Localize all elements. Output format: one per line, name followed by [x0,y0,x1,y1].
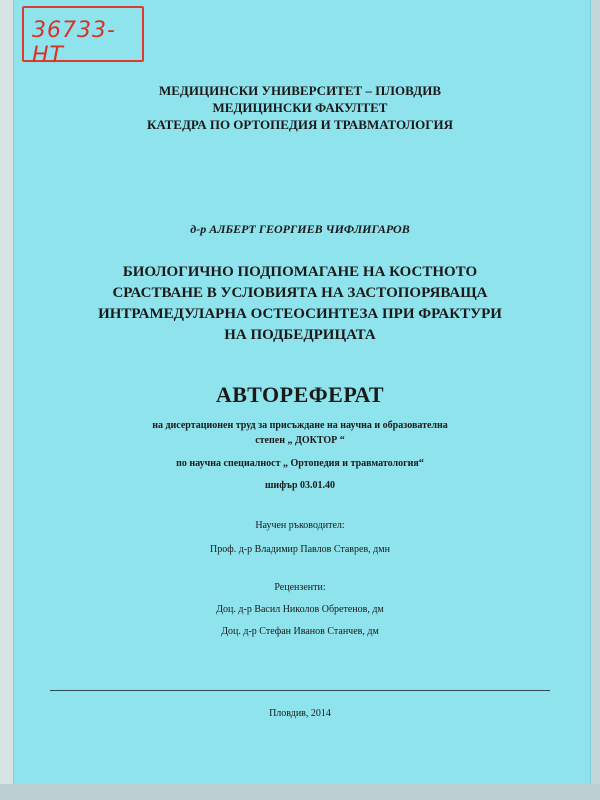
document-type: АВТОРЕФЕРАТ [215,382,385,407]
purpose-line-1: на дисертационен труд за присъждане на научна и образователна [152,420,448,431]
faculty-name: МЕДИЦИНСКИ ФАКУЛТЕТ [212,100,388,115]
specialty-code: шифър 03.01.40 [264,480,335,491]
supervisor-name: Проф. д-р Владимир Павлов Ставрев, дмн [210,544,390,555]
scan-bottom-edge [0,784,600,800]
title-line-4: НА ПОДБЕДРИЦАТА [224,327,376,343]
thesis-title [0,262,600,346]
reviewer-1: Доц. д-р Васил Николов Обретенов, дм [216,604,384,615]
author-name: д-р АЛБЕРТ ГЕОРГИЕВ ЧИФЛИГАРОВ [190,222,410,236]
specialty: по научна специалност „ Ортопедия и травматология“ [176,458,424,469]
supervisor-label: Научен ръководител: [255,520,345,531]
place-and-year: Пловдив, 2014 [269,708,331,719]
stamp-number: 36733-НТ [32,18,116,68]
degree-purpose [0,418,600,448]
archive-stamp [22,6,144,68]
title-line-1: БИОЛОГИЧНО ПОДПОМАГАНЕ НА КОСТНОТО [122,264,478,280]
title-line-2: СРАСТВАНЕ В УСЛОВИЯТА НА ЗАСТОПОРЯВАЩА [112,285,488,301]
divider-line [50,690,550,691]
institution-header [0,82,600,133]
department-name: КАТЕДРА ПО ОРТОПЕДИЯ И ТРАВМАТОЛОГИЯ [146,117,454,132]
reviewer-2: Доц. д-р Стефан Иванов Станчев, дм [221,626,379,637]
reviewers-label: Рецензенти: [274,582,326,593]
university-name: МЕДИЦИНСКИ УНИВЕРСИТЕТ – ПЛОВДИВ [158,83,442,98]
purpose-line-2: степен „ ДОКТОР “ [255,435,345,446]
title-line-3: ИНТРАМЕДУЛАРНА ОСТЕОСИНТЕЗА ПРИ ФРАКТУРИ [98,306,502,322]
